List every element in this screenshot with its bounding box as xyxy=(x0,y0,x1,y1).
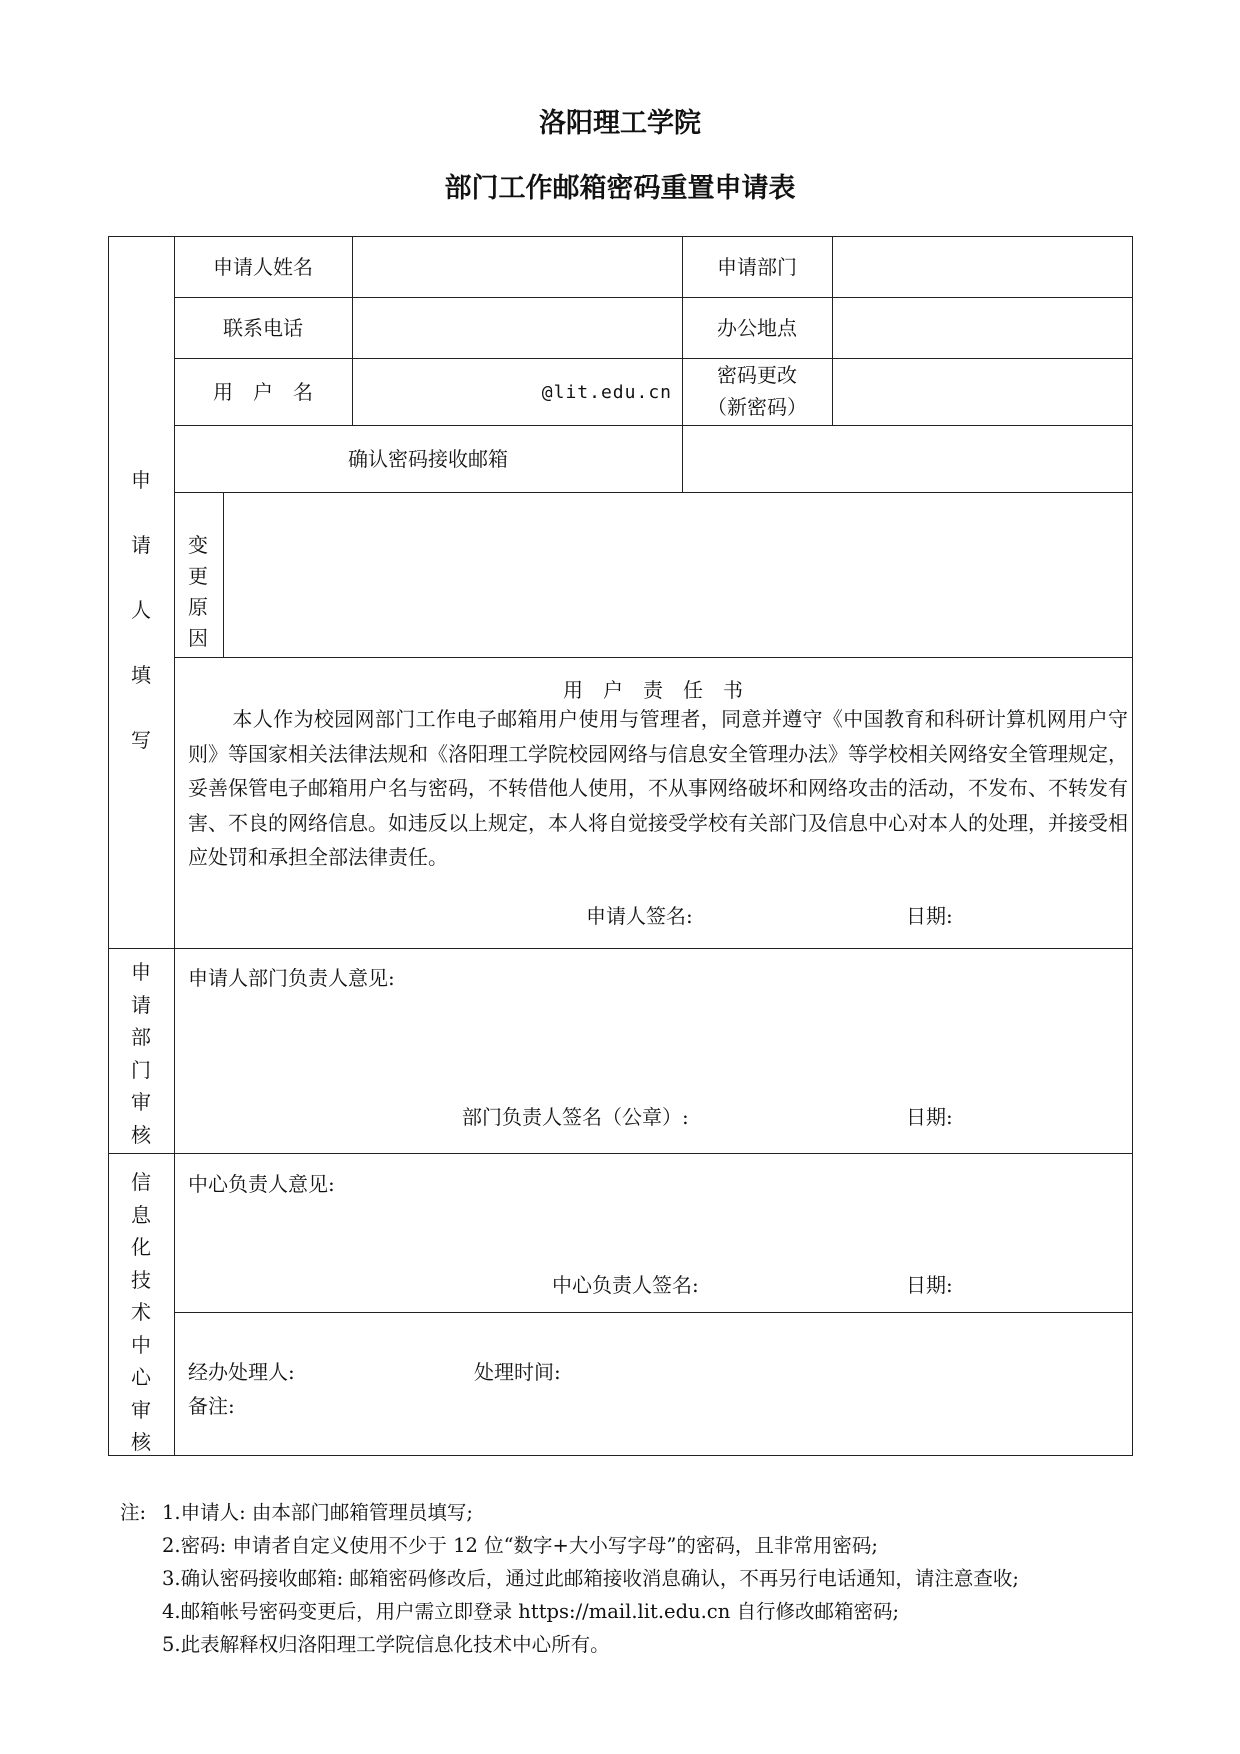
note-item: 5.此表解释权归洛阳理工学院信息化技术中心所有。 xyxy=(162,1633,610,1656)
handling-time-label: 处理时间: xyxy=(474,1360,561,1384)
remark-label: 备注: xyxy=(188,1394,235,1418)
department-label: 申请部门 xyxy=(717,255,797,279)
table-border-right xyxy=(1132,236,1133,1456)
row-divider xyxy=(174,492,1132,493)
column-divider xyxy=(352,236,353,425)
note-item: 4.邮箱帐号密码变更后，用户需立即登录 https://mail.lit.edu.cn 自行修改邮箱密码; xyxy=(162,1600,900,1623)
department-signature-label: 部门负责人签名（公章）: xyxy=(462,1105,689,1129)
note-item: 3.确认密码接收邮箱: 邮箱密码修改后，通过此邮箱接收消息确认，不再另行电话通知，请注意查收; xyxy=(162,1567,1019,1590)
row-divider xyxy=(174,1312,1132,1313)
email-domain-suffix: @lit.edu.cn xyxy=(541,382,672,403)
notes-prefix: 注: xyxy=(120,1501,147,1524)
center-side-label: 信 息 化 技 术 中 心 审 核 xyxy=(131,1170,151,1454)
phone-label: 联系电话 xyxy=(223,316,303,340)
center-signature-label: 中心负责人签名: xyxy=(552,1273,699,1297)
column-divider xyxy=(832,236,833,425)
row-divider xyxy=(174,358,1132,359)
applicant-side-label: 申 请 人 填 写 xyxy=(131,468,151,752)
note-item: 1.申请人: 由本部门邮箱管理员填写; xyxy=(162,1501,473,1524)
note-item: 2.密码: 申请者自定义使用不少于 12 位“数字+大小写字母”的密码，且非常用密码; xyxy=(162,1534,878,1557)
column-divider xyxy=(223,492,224,657)
form-title: 部门工作邮箱密码重置申请表 xyxy=(444,173,796,204)
change-reason-label: 变 更 原 因 xyxy=(188,533,208,650)
applicant-name-label: 申请人姓名 xyxy=(213,255,313,279)
handler-label: 经办处理人: xyxy=(188,1360,295,1384)
side-column-divider xyxy=(174,236,175,1456)
center-date-label: 日期: xyxy=(906,1273,953,1297)
confirm-email-label: 确认密码接收邮箱 xyxy=(348,447,508,471)
section-divider xyxy=(108,1153,1133,1154)
department-side-label: 申 请 部 门 审 核 xyxy=(131,960,151,1147)
office-label: 办公地点 xyxy=(717,316,797,340)
new-password-label-paren: （新密码） xyxy=(707,395,807,419)
new-password-label: 密码更改 xyxy=(717,363,797,387)
table-border-top xyxy=(108,236,1133,237)
row-divider xyxy=(174,297,1132,298)
center-opinion-label: 中心负责人意见: xyxy=(188,1172,335,1196)
row-divider xyxy=(174,425,1132,426)
department-date-label: 日期: xyxy=(906,1105,953,1129)
table-border-bottom xyxy=(108,1455,1133,1456)
responsibility-title: 用 户 责 任 书 xyxy=(563,678,743,702)
institution-title: 洛阳理工学院 xyxy=(539,108,701,139)
table-border-left xyxy=(108,236,109,1456)
responsibility-text: 本人作为校园网部门工作电子邮箱用户使用与管理者，同意并遵守《中国教育和科研计算机网用户守则》等国家相关法律法规和《洛阳理工学院校园网络与信息安全管理办法》等学校相关网络安全管理规定，妥善保管电子邮箱用户名与密码，不转借他人使用，不从事网络破坏和网络攻击的活动，不发布、不转发有害、不良的网络信息。如违反以上规定，本人将自觉接受学校有关部门及信息中心对本人的处理，并接受相应处罚和承担全部法律责任。 xyxy=(188,707,1128,869)
username-label: 用 户 名 xyxy=(213,380,313,404)
department-opinion-label: 申请人部门负责人意见: xyxy=(188,966,395,990)
section-divider xyxy=(108,948,1133,949)
applicant-date-label: 日期: xyxy=(906,904,953,928)
row-divider xyxy=(174,657,1132,658)
applicant-signature-label: 申请人签名: xyxy=(586,904,693,928)
